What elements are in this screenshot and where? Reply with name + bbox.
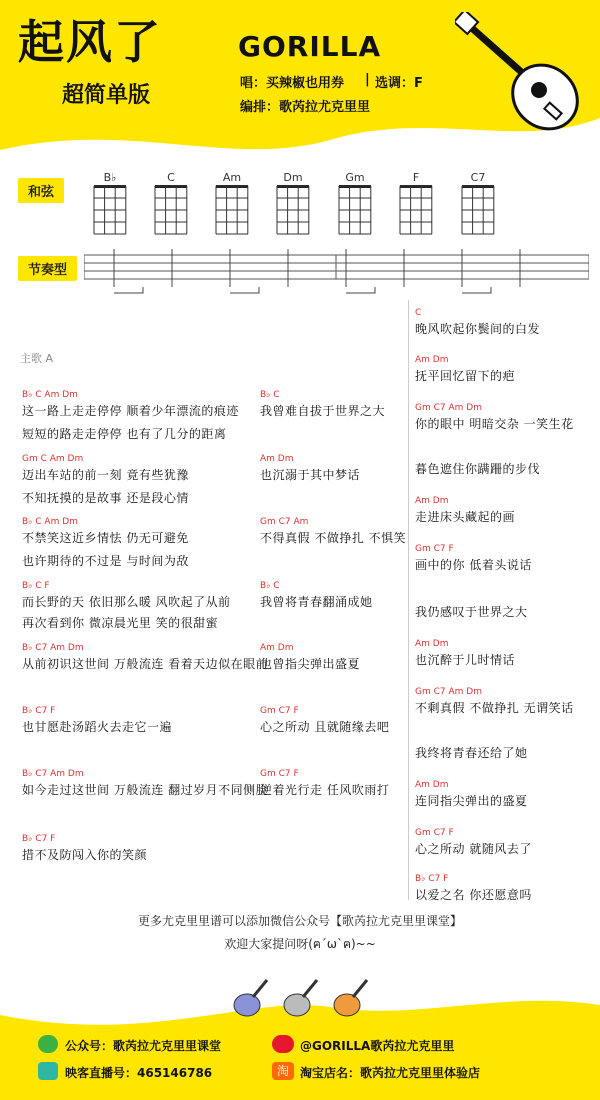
ukulele-icons xyxy=(225,975,375,1020)
lyric-line: 不剩真假 不做挣扎 无谓笑话 xyxy=(415,701,574,715)
chord-name: Am xyxy=(222,171,242,184)
weibo-account: @GORILLA歌芮拉尤克里里 xyxy=(300,1039,455,1053)
lyric-line: 抚平回忆留下的疤 xyxy=(415,369,516,383)
lyric-line: 措不及防闯入你的笑颜 xyxy=(22,848,148,862)
column-divider xyxy=(408,300,409,900)
singer-info: 唱：买辣椒也用券 xyxy=(240,76,345,91)
chord-symbols: Gm C7 Am Dm xyxy=(415,687,482,697)
lyric-line: 也沉溺于其中梦话 xyxy=(260,468,361,482)
chord-symbols: Gm C7 F xyxy=(415,828,454,838)
lyric-line: 短短的路走走停停 也有了几分的距离 xyxy=(22,427,227,441)
chord-symbols: Am Dm xyxy=(260,643,294,653)
chord-diagram xyxy=(92,184,128,236)
chord-name: C xyxy=(167,171,175,184)
lyric-line: 连同指尖弹出的盛夏 xyxy=(415,794,528,808)
lyric-line: 我终将青春还给了她 xyxy=(415,746,528,760)
live-app-icon xyxy=(38,1062,58,1080)
chord-symbols: B♭ C Am Dm xyxy=(22,390,78,400)
chord-symbols: Gm C7 Am xyxy=(260,517,309,527)
lyric-line: 迈出车站的前一刻 竟有些犹豫 xyxy=(22,468,189,482)
chord-symbols: B♭ C F xyxy=(22,581,50,591)
chord-symbols: Am Dm xyxy=(415,496,449,506)
chord-symbols: B♭ C7 Am Dm xyxy=(22,769,84,779)
chord-symbols: B♭ C Am Dm xyxy=(22,517,78,527)
chord-name: Dm xyxy=(283,171,303,184)
lyric-line: 不禁笑这近乡情怯 仍无可避免 xyxy=(22,531,189,545)
key-info: 选调：F xyxy=(375,76,423,91)
chord-diagram xyxy=(214,184,250,236)
chord-symbols: B♭ C7 F xyxy=(415,874,449,884)
chord-symbols: C xyxy=(415,308,422,318)
lyric-line: 心之所动 且就随缘去吧 xyxy=(260,720,390,734)
chord-name: B♭ xyxy=(103,171,117,184)
lyric-line: 这一路上走走停停 顺着少年漂流的痕迹 xyxy=(22,404,239,418)
lyric-line: 从前初识这世间 万般流连 看着天边似在眼前 xyxy=(22,657,269,671)
meta-separator: | xyxy=(365,72,370,87)
lyric-line: 以爱之名 你还愿意吗 xyxy=(415,888,532,902)
lyric-line: 暮色遮住你蹒跚的步伐 xyxy=(415,462,541,476)
chord-symbols: B♭ C7 F xyxy=(22,706,56,716)
lyric-line: 你的眼中 明暗交杂 一笑生花 xyxy=(415,417,574,431)
chord-name: Gm xyxy=(345,171,365,184)
weibo-icon xyxy=(272,1035,294,1053)
lyric-line: 如今走过这世间 万般流连 翻过岁月不同侧脸 xyxy=(22,783,269,797)
section-label: 主歌 A xyxy=(20,352,54,365)
chord-symbols: B♭ C7 F xyxy=(22,834,56,844)
chord-symbols: Gm C7 F xyxy=(260,706,299,716)
lyric-line: 画中的你 低着头说话 xyxy=(415,558,532,572)
wechat-account: 公众号：歌芮拉尤克里里课堂 xyxy=(65,1039,222,1053)
song-subtitle: 超简单版 xyxy=(62,83,151,108)
lyric-line: 逆着光行走 任风吹雨打 xyxy=(260,783,390,797)
lyric-line: 不得真假 不做挣扎 不惧笑 xyxy=(260,531,407,545)
lyric-line: 走进床头藏起的画 xyxy=(415,510,516,524)
chord-diagram xyxy=(275,184,311,236)
chord-symbols: B♭ C xyxy=(260,390,280,400)
lyric-line: 晚风吹起你鬓间的白发 xyxy=(415,322,541,336)
lyric-line: 而长野的天 依旧那么暖 风吹起了从前 xyxy=(22,595,231,609)
lyric-line: 也沉醉于儿时情话 xyxy=(415,653,516,667)
ukulele-logo xyxy=(455,12,585,137)
chord-symbols: Am Dm xyxy=(415,639,449,649)
footnote-line-2: 欢迎大家提问呀(ฅ´ω`ฅ)~~ xyxy=(224,937,376,951)
wechat-icon xyxy=(38,1035,58,1053)
chord-symbols: Am Dm xyxy=(415,355,449,365)
chord-diagram xyxy=(398,184,434,236)
chord-symbols: Am Dm xyxy=(415,780,449,790)
shop-name: 淘宝店名：歌芮拉尤克里里体验店 xyxy=(300,1066,481,1080)
chord-symbols: Gm C7 Am Dm xyxy=(415,403,482,413)
lyric-line: 也甘愿赴汤蹈火去走它一遍 xyxy=(22,720,173,734)
chord-diagram xyxy=(337,184,373,236)
brand-logo: GORILLA xyxy=(238,30,382,63)
lyric-line: 我仍感叹于世界之大 xyxy=(415,605,528,619)
chord-symbols: Gm C Am Dm xyxy=(22,454,84,464)
chord-diagram xyxy=(153,184,189,236)
lyric-line: 不知抚摸的是故事 还是段心情 xyxy=(22,491,189,505)
chord-symbols: B♭ C7 Am Dm xyxy=(22,643,84,653)
rhythm-notation xyxy=(84,247,589,297)
song-title: 起风了 xyxy=(18,15,162,69)
footnote-line-1: 更多尤克里里谱可以添加微信公众号【歌芮拉尤克里里课堂】 xyxy=(137,914,462,928)
chords-label: 和弦 xyxy=(18,178,64,203)
lyric-line: 也许期待的不过是 与时间为敌 xyxy=(22,554,189,568)
arranger-info: 编排：歌芮拉尤克里里 xyxy=(240,100,371,115)
live-account: 映客直播号：465146786 xyxy=(65,1066,213,1080)
lyric-line: 我曾将青春翻涌成她 xyxy=(260,595,373,609)
chord-symbols: Gm C7 F xyxy=(415,544,454,554)
lyric-line: 心之所动 就随风去了 xyxy=(415,842,532,856)
lyric-line: 我曾难自拔于世界之大 xyxy=(260,404,386,418)
chord-symbols: Gm C7 F xyxy=(260,769,299,779)
chord-name: C7 xyxy=(470,171,486,184)
chord-symbols: B♭ C xyxy=(260,581,280,591)
rhythm-label: 节奏型 xyxy=(18,256,77,281)
taobao-icon: 淘 xyxy=(272,1062,294,1080)
chord-name: F xyxy=(412,171,420,184)
lyric-line: 也曾指尖弹出盛夏 xyxy=(260,657,361,671)
chord-symbols: Am Dm xyxy=(260,454,294,464)
lyric-line: 再次看到你 微凉晨光里 笑的很甜蜜 xyxy=(22,616,219,630)
chord-diagram xyxy=(460,184,496,236)
